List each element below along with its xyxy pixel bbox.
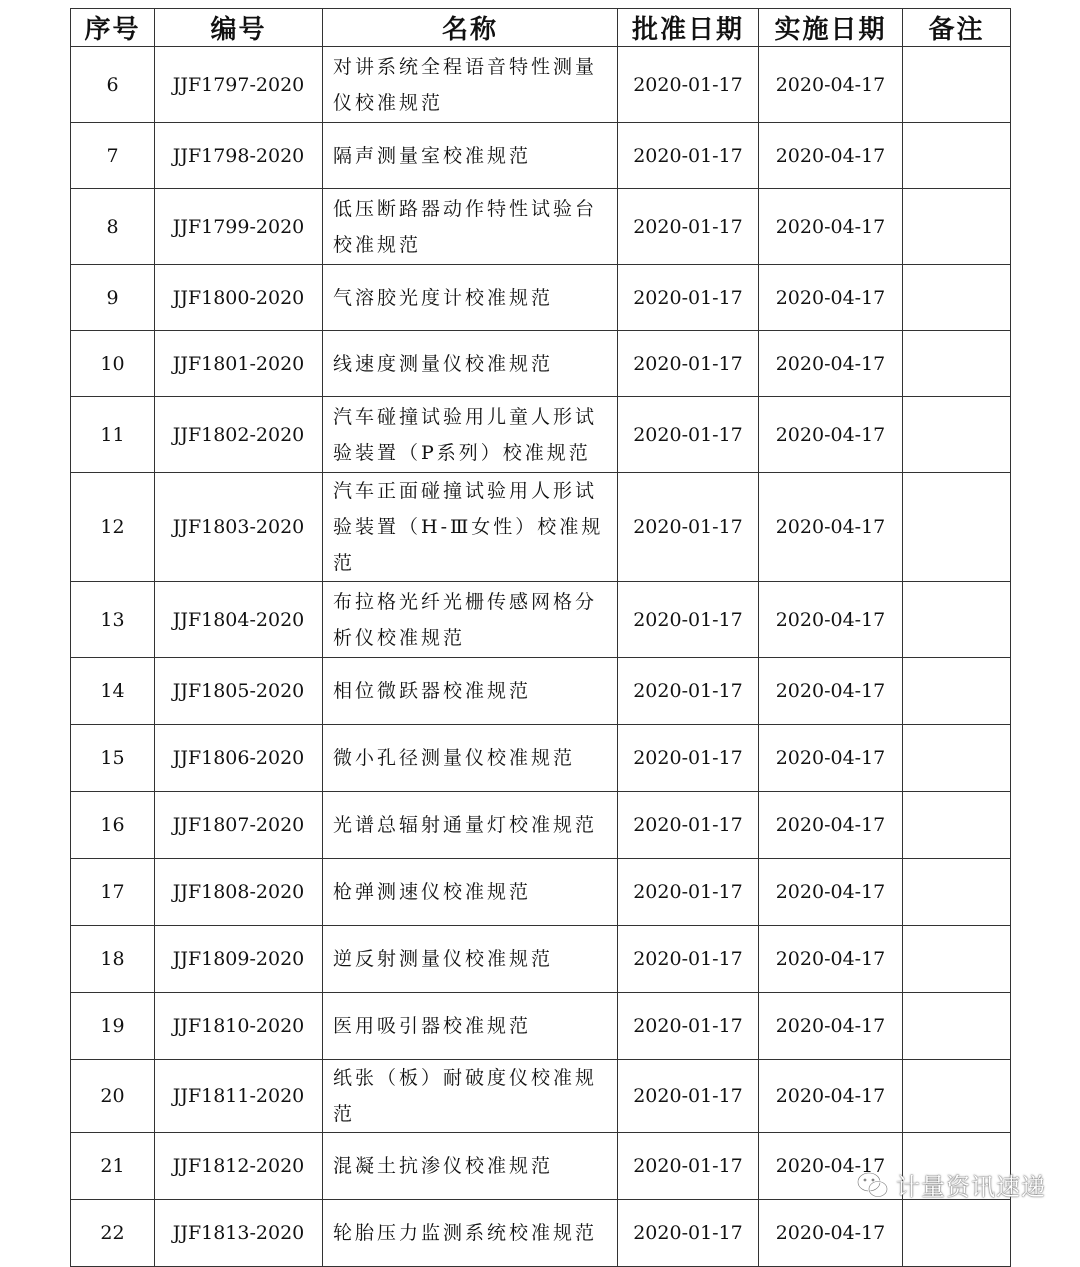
cell-code: JJF1807-2020 <box>155 792 323 859</box>
cell-name: 微小孔径测量仪校准规范 <box>323 725 618 792</box>
header-row <box>71 9 1011 47</box>
cell-implement-date: 2020-04-17 <box>759 725 903 792</box>
cell-implement-date: 2020-04-17 <box>759 123 903 189</box>
cell-name: 混凝土抗渗仪校准规范 <box>323 1133 618 1200</box>
cell-note <box>903 189 1011 265</box>
cell-note <box>903 473 1011 582</box>
cell-name: 汽车正面碰撞试验用人形试验装置（H-Ⅲ女性）校准规范 <box>323 473 618 582</box>
cell-name: 隔声测量室校准规范 <box>323 123 618 189</box>
cell-name: 线速度测量仪校准规范 <box>323 331 618 397</box>
table-row <box>71 331 1011 397</box>
cell-note <box>903 582 1011 658</box>
wechat-icon <box>856 1170 890 1200</box>
table-row <box>71 189 1011 265</box>
cell-no: 22 <box>71 1200 155 1267</box>
cell-no: 14 <box>71 658 155 725</box>
cell-implement-date: 2020-04-17 <box>759 1200 903 1267</box>
cell-approve-date: 2020-01-17 <box>618 658 759 725</box>
cell-no: 15 <box>71 725 155 792</box>
table-row <box>71 658 1011 725</box>
cell-implement-date: 2020-04-17 <box>759 1133 903 1200</box>
cell-name: 气溶胶光度计校准规范 <box>323 265 618 331</box>
table-row <box>71 1200 1011 1267</box>
cell-name: 对讲系统全程语音特性测量仪校准规范 <box>323 47 618 123</box>
cell-implement-date: 2020-04-17 <box>759 1060 903 1133</box>
cell-name: 布拉格光纤光栅传感网格分析仪校准规范 <box>323 582 618 658</box>
cell-approve-date: 2020-01-17 <box>618 47 759 123</box>
cell-no: 8 <box>71 189 155 265</box>
cell-code: JJF1799-2020 <box>155 189 323 265</box>
cell-name: 汽车碰撞试验用儿童人形试验装置（P系列）校准规范 <box>323 397 618 473</box>
cell-code: JJF1801-2020 <box>155 331 323 397</box>
cell-approve-date: 2020-01-17 <box>618 1060 759 1133</box>
cell-code: JJF1808-2020 <box>155 859 323 926</box>
table-row <box>71 725 1011 792</box>
cell-approve-date: 2020-01-17 <box>618 926 759 993</box>
table-row <box>71 792 1011 859</box>
cell-no: 10 <box>71 331 155 397</box>
cell-note <box>903 265 1011 331</box>
cell-name: 光谱总辐射通量灯校准规范 <box>323 792 618 859</box>
table-row <box>71 582 1011 658</box>
cell-no: 11 <box>71 397 155 473</box>
cell-code: JJF1813-2020 <box>155 1200 323 1267</box>
cell-note <box>903 47 1011 123</box>
cell-no: 18 <box>71 926 155 993</box>
cell-implement-date: 2020-04-17 <box>759 926 903 993</box>
cell-no: 12 <box>71 473 155 582</box>
cell-approve-date: 2020-01-17 <box>618 189 759 265</box>
cell-no: 13 <box>71 582 155 658</box>
cell-approve-date: 2020-01-17 <box>618 397 759 473</box>
cell-note <box>903 725 1011 792</box>
cell-name: 低压断路器动作特性试验台校准规范 <box>323 189 618 265</box>
header-approve-date: 批准日期 <box>618 9 759 47</box>
cell-approve-date: 2020-01-17 <box>618 859 759 926</box>
cell-no: 16 <box>71 792 155 859</box>
cell-no: 19 <box>71 993 155 1060</box>
cell-approve-date: 2020-01-17 <box>618 473 759 582</box>
cell-code: JJF1800-2020 <box>155 265 323 331</box>
watermark-text: 计量资讯速递 <box>896 1173 1046 1201</box>
cell-no: 9 <box>71 265 155 331</box>
cell-approve-date: 2020-01-17 <box>618 1133 759 1200</box>
cell-code: JJF1806-2020 <box>155 725 323 792</box>
cell-approve-date: 2020-01-17 <box>618 582 759 658</box>
cell-implement-date: 2020-04-17 <box>759 47 903 123</box>
cell-implement-date: 2020-04-17 <box>759 331 903 397</box>
cell-implement-date: 2020-04-17 <box>759 582 903 658</box>
header-implement-date: 实施日期 <box>759 9 903 47</box>
cell-code: JJF1798-2020 <box>155 123 323 189</box>
cell-note <box>903 926 1011 993</box>
cell-approve-date: 2020-01-17 <box>618 265 759 331</box>
table-row <box>71 993 1011 1060</box>
cell-approve-date: 2020-01-17 <box>618 123 759 189</box>
header-no: 序号 <box>71 9 155 47</box>
standards-document <box>70 8 1010 1267</box>
cell-name: 轮胎压力监测系统校准规范 <box>323 1200 618 1267</box>
cell-approve-date: 2020-01-17 <box>618 331 759 397</box>
cell-code: JJF1803-2020 <box>155 473 323 582</box>
cell-code: JJF1809-2020 <box>155 926 323 993</box>
cell-name: 相位微跃器校准规范 <box>323 658 618 725</box>
cell-code: JJF1811-2020 <box>155 1060 323 1133</box>
cell-note <box>903 859 1011 926</box>
cell-note <box>903 331 1011 397</box>
cell-code: JJF1810-2020 <box>155 993 323 1060</box>
cell-implement-date: 2020-04-17 <box>759 397 903 473</box>
watermark <box>856 1167 1046 1202</box>
cell-implement-date: 2020-04-17 <box>759 658 903 725</box>
cell-approve-date: 2020-01-17 <box>618 792 759 859</box>
cell-note <box>903 1200 1011 1267</box>
table-row <box>71 397 1011 473</box>
cell-approve-date: 2020-01-17 <box>618 993 759 1060</box>
header-name: 名称 <box>323 9 618 47</box>
cell-code: JJF1805-2020 <box>155 658 323 725</box>
table-row <box>71 265 1011 331</box>
cell-note <box>903 123 1011 189</box>
table-row <box>71 926 1011 993</box>
cell-note <box>903 792 1011 859</box>
header-note: 备注 <box>903 9 1011 47</box>
cell-note <box>903 658 1011 725</box>
cell-implement-date: 2020-04-17 <box>759 265 903 331</box>
cell-note <box>903 1060 1011 1133</box>
cell-name: 枪弹测速仪校准规范 <box>323 859 618 926</box>
standards-table <box>70 8 1011 1267</box>
table-row <box>71 123 1011 189</box>
cell-name: 纸张（板）耐破度仪校准规范 <box>323 1060 618 1133</box>
cell-approve-date: 2020-01-17 <box>618 725 759 792</box>
cell-approve-date: 2020-01-17 <box>618 1200 759 1267</box>
cell-name: 医用吸引器校准规范 <box>323 993 618 1060</box>
cell-no: 20 <box>71 1060 155 1133</box>
cell-no: 21 <box>71 1133 155 1200</box>
cell-note <box>903 993 1011 1060</box>
cell-no: 6 <box>71 47 155 123</box>
table-row <box>71 859 1011 926</box>
cell-no: 7 <box>71 123 155 189</box>
cell-code: JJF1802-2020 <box>155 397 323 473</box>
cell-code: JJF1797-2020 <box>155 47 323 123</box>
cell-code: JJF1804-2020 <box>155 582 323 658</box>
cell-implement-date: 2020-04-17 <box>759 792 903 859</box>
cell-implement-date: 2020-04-17 <box>759 859 903 926</box>
cell-implement-date: 2020-04-17 <box>759 993 903 1060</box>
table-row <box>71 1060 1011 1133</box>
cell-implement-date: 2020-04-17 <box>759 189 903 265</box>
header-code: 编号 <box>155 9 323 47</box>
table-row <box>71 473 1011 582</box>
cell-implement-date: 2020-04-17 <box>759 473 903 582</box>
cell-code: JJF1812-2020 <box>155 1133 323 1200</box>
cell-name: 逆反射测量仪校准规范 <box>323 926 618 993</box>
cell-no: 17 <box>71 859 155 926</box>
cell-note <box>903 397 1011 473</box>
table-row <box>71 47 1011 123</box>
